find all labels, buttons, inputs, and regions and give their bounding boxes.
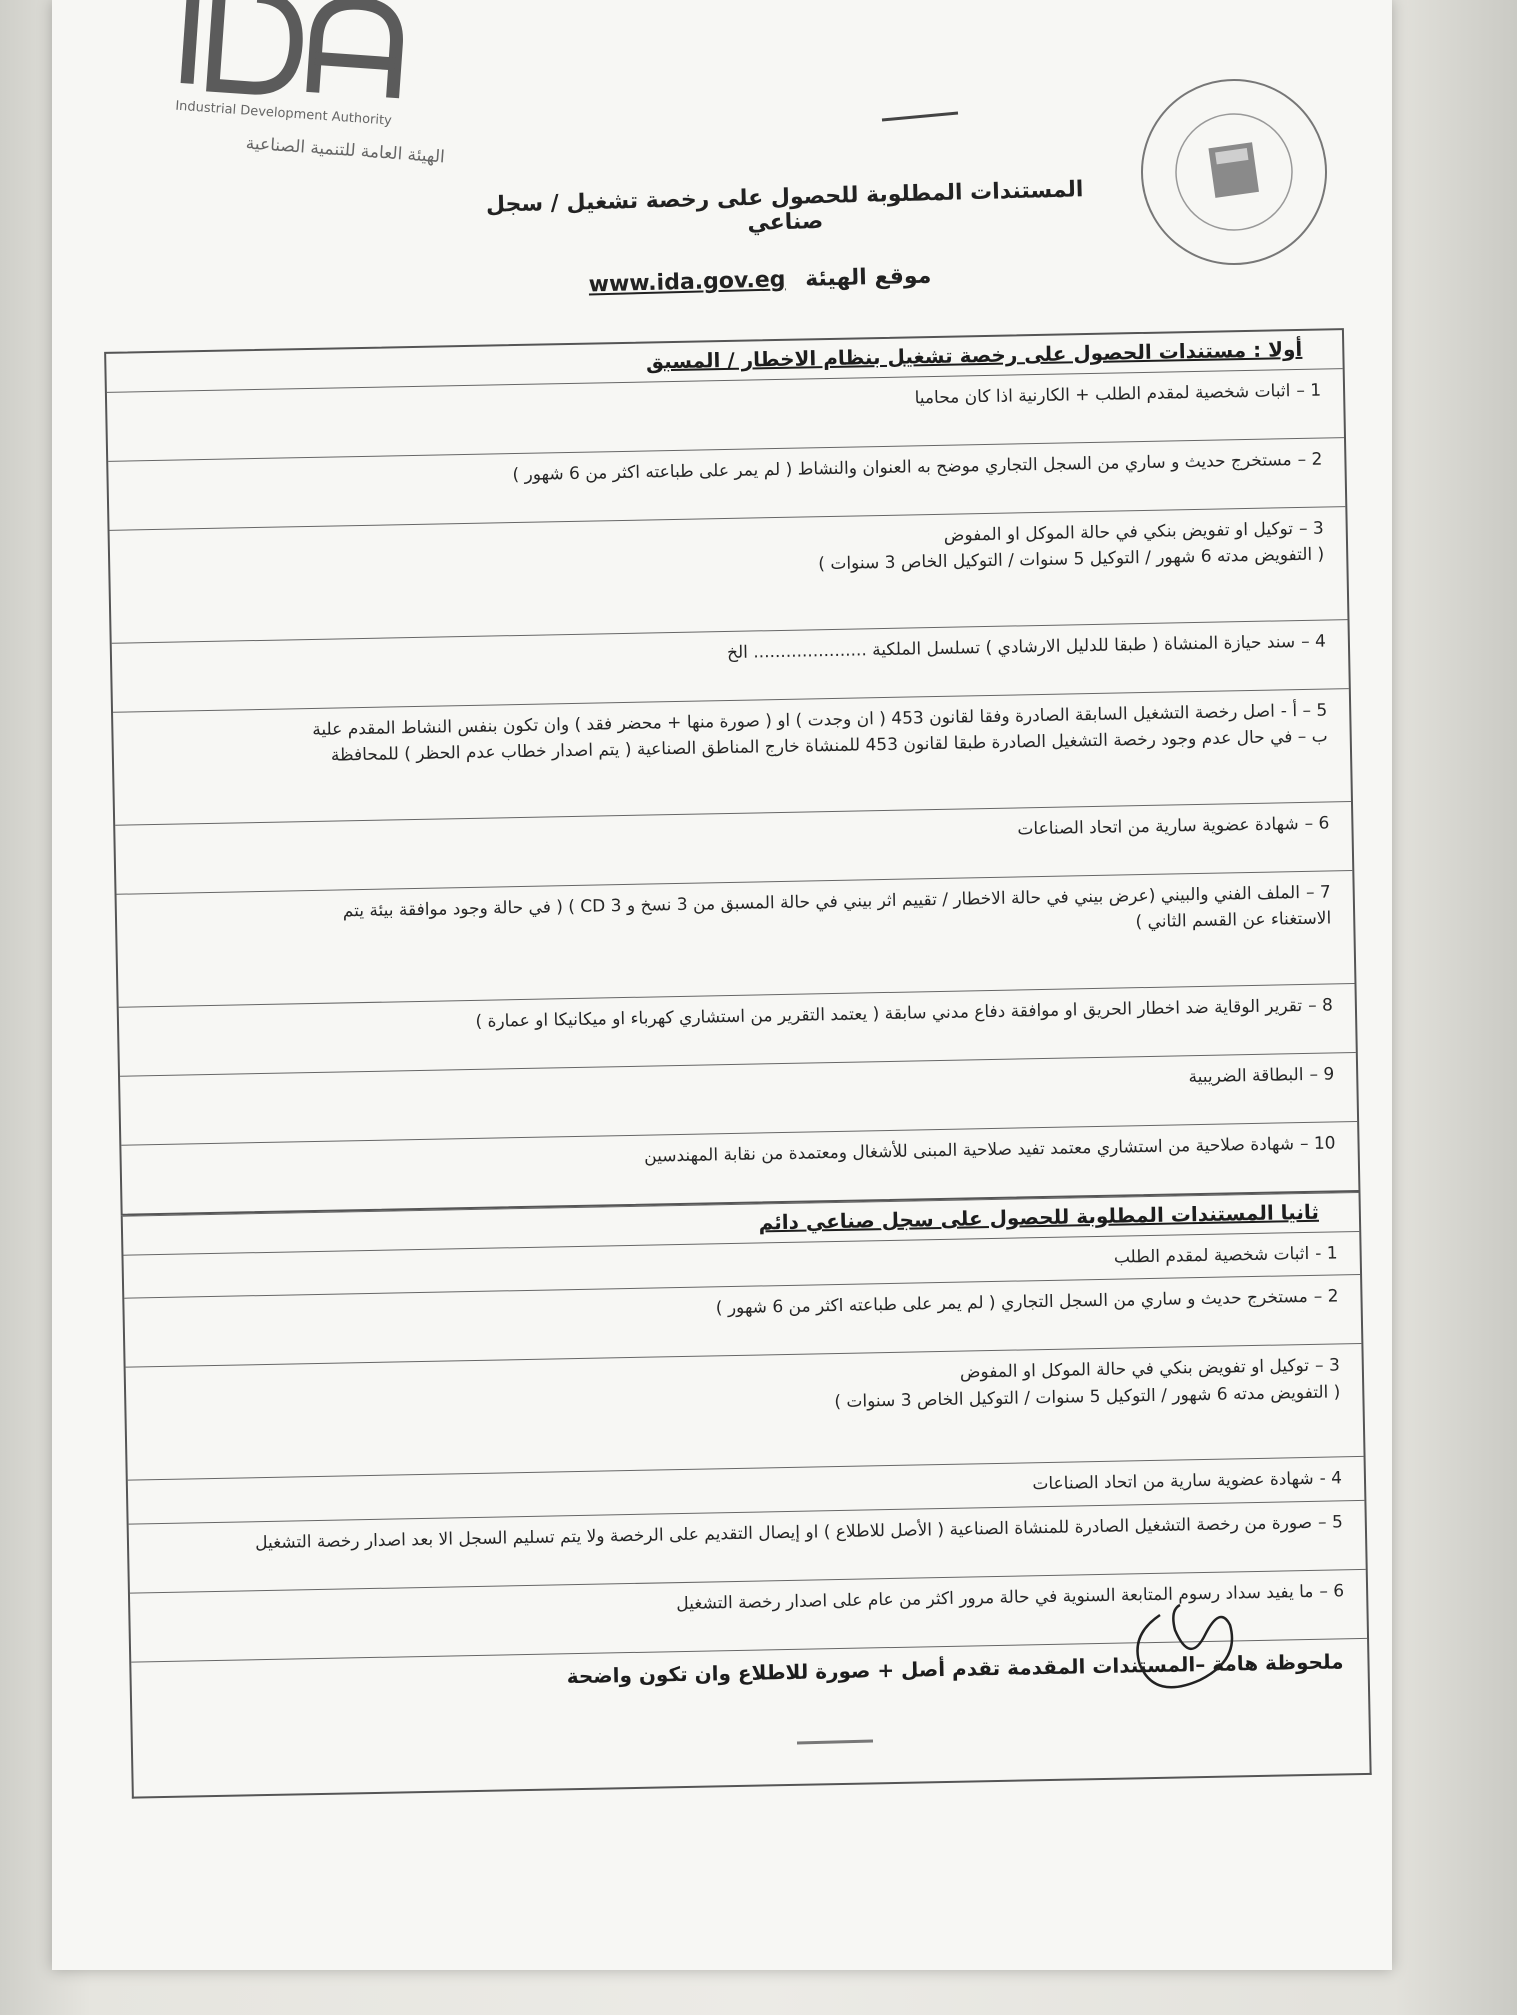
document-table [104, 328, 1372, 1798]
list-item: 6 –شهادة عضوية سارية من اتحاد الصناعات [115, 801, 1352, 894]
page-title: المستندات المطلوبة للحصول على رخصة تشغيل / سجل صناعي [485, 177, 1084, 236]
pen-mark [795, 1735, 875, 1749]
list-item: 2 –مستخرج حديث و ساري من السجل التجاري موضح به العنوان والنشاط ( لم يمر على طباعته اكثر من 6 شهور ) [108, 437, 1345, 530]
list-item: 4 –سند حيازة المنشاة ( طبقا للدليل الارشادي ) تسلسل الملكية ..................... الخ [112, 619, 1349, 712]
section-2 [121, 1192, 1372, 1798]
list-item: 4 -شهادة عضوية سارية من اتحاد الصناعات [128, 1456, 1365, 1523]
list-item: 3 –توكيل او تفويض بنكي في حالة الموكل او المفوض ( التفويض مدته 6 شهور / التوكيل 5 سنوات / التوكيل الخاص 3 سنوات ) [110, 506, 1348, 643]
list-item: 5 – أ -اصل رخصة التشغيل السابقة الصادرة وفقا لقانون 453 ( ان وجدت ) او ( صورة منها + محضر فقد ) وان تكون بنفس النشاط المقدم علية ب – في حال عدم وجود رخصة التشغيل الصادرة طبقا لقانون 453 للمنشاة خارج المناطق الصناعية ( يتم اصدار خطاب عدم الحظر ) للمحافظة [113, 688, 1351, 825]
site-url[interactable]: www.ida.gov.eg [588, 267, 786, 298]
list-item: 2 –مستخرج حديث و ساري من السجل التجاري ( لم يمر على طباعته اكثر من 6 شهور ) [124, 1274, 1361, 1367]
list-item: 1 -اثبات شخصية لمقدم الطلب [123, 1231, 1360, 1298]
logo-name-ar: الهيئة العامة للتنمية الصناعية [245, 133, 446, 168]
logo-name-en: Industrial Development Authority [174, 98, 393, 129]
section-1-heading: أولا : مستندات الحصول على رخصة تشغيل بنظام الاخطار / المسبق [645, 336, 1303, 374]
ministry-seal-icon [1132, 70, 1337, 275]
section-1 [104, 328, 1360, 1216]
section-2-heading: ثانيا المستندات المطلوبة للحصول على سجل صناعي دائم [123, 1192, 1360, 1255]
site-label: موقع الهيئة [804, 263, 932, 292]
list-item: 6 –ما يفيد سداد رسوم المتابعة السنوية في حالة مرور اكثر من عام على اصدار رخصة التشغيل [130, 1569, 1367, 1662]
important-note: ملحوظة هامة –المستندات المقدمة تقدم أصل + صورة للاطلاع وان تكون واضحة [131, 1638, 1369, 1797]
list-item: 10 –شهادة صلاحية من استشاري معتمد تفيد صلاحية المبنى للأشغال ومعتمدة من نقابة المهندسين [121, 1121, 1358, 1214]
list-item: 3 –توكيل او تفويض بنكي في حالة الموكل او المفوض ( التفويض مدته 6 شهور / التوكيل 5 سنوات / التوكيل الخاص 3 سنوات ) [126, 1343, 1364, 1480]
list-item: 9 –البطاقة الضريبية [120, 1052, 1357, 1145]
list-item: 5 –صورة من رخصة التشغيل الصادرة للمنشاة الصناعية ( الأصل للاطلاع ) او إيصال التقديم على الرخصة ولا يتم تسليم السجل الا بعد اصدار رخصة التشغيل [129, 1500, 1366, 1593]
pen-mark [880, 110, 960, 124]
handwritten-signature [1120, 1585, 1290, 1705]
list-item: 7 –الملف الفني والبيني (عرض بيني في حالة الاخطار / تقييم اثر بيني في حالة المسبق من 3 نسخ و CD 3 ) ( في حالة وجود موافقة بيئة يتم الاستغناء عن القسم الثاني ) [117, 870, 1355, 1007]
list-item: 1 –اثبات شخصية لمقدم الطلب + الكارنية اذا كان محاميا [107, 368, 1344, 461]
list-item: 8 –تقرير الوقاية ضد اخطار الحريق او موافقة دفاع مدني سابقة ( يعتمد التقرير من استشاري كهرباء او ميكانيكا او عمارة ) [119, 983, 1356, 1076]
